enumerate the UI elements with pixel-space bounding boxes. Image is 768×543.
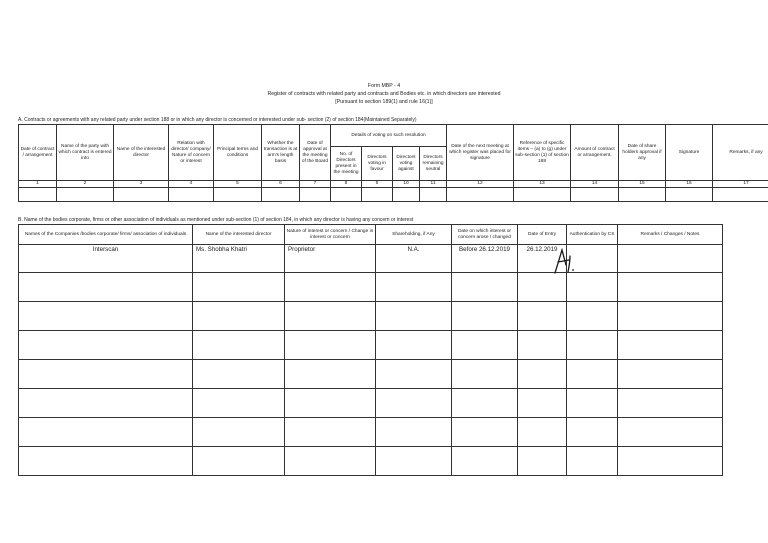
col-companies: Names of the Companies /bodies corporate/ firms/ association of individuals [19,225,193,245]
column-number: 5 [214,181,262,188]
company-cell: Interscan [19,245,193,273]
interests-register-table [18,224,723,476]
cs-signature-icon [551,247,577,275]
col-amount: Amount of contract or arrangement. [571,125,619,181]
col-relation: Relation with director/ company/ Nature of concern or interest [169,125,214,181]
table-row [19,389,723,418]
director-cell: Ms. Shobha Khatri [193,245,285,273]
column-number: 16 [666,181,713,188]
col-num-directors: No. of Directors present in the meeting [331,147,362,181]
column-number: 12 [447,181,514,188]
date-arose-cell: Before 26.12.2019 [452,245,518,273]
table-row [19,273,723,302]
col-shareholding: Shareholding, if Any [376,225,452,245]
column-number: 4 [169,181,214,188]
col-date-arose: Date on which interest or concern arose / changed [452,225,518,245]
column-number: 10 [393,181,420,188]
shareholding-cell: N.A. [376,245,452,273]
col-director-name: Name of the interested director [114,125,169,181]
column-number: 8 [331,181,362,188]
section-a-heading: A. Contracts or agreements with any related party under section 188 or in which any director is concerned or interested under sub- section (2) of section 184(Maintained Separately) [18,117,417,123]
remarks-cell [618,245,723,273]
col-arms-length: Whether the transaction is at arm's length basis [262,125,300,181]
register-title: Register of contracts with related party and contracts and Bodies etc. in which directors are interested [267,91,501,97]
col-interested-director: Name of the interested director [193,225,285,245]
column-number: 17 [713,181,768,188]
col-neutral: Directors remaining neutral [420,147,447,181]
col-signature: Signature [666,125,713,181]
form-title: Form MBP - 4 [367,83,401,89]
contracts-register-table [18,124,768,202]
section-b-heading: B. Name of the bodies corporate, firms or other association of individuals as mentioned under sub-section (1) of section 184, in which any director is having any concern or interest [18,217,414,223]
table-row [19,302,723,331]
table-row [19,418,723,447]
col-authentication: Authentication by CS [567,225,618,245]
col-remarks: Remarks, if any [713,125,768,181]
col-board-approval: Date of approval at the meeting of the Board [300,125,331,181]
column-number-row [19,181,768,188]
column-number: 13 [514,181,571,188]
column-number: 1 [19,181,57,188]
col-party-name: Name of the party with which contract is entered into [57,125,114,181]
col-reference: Reference of specific items – (a) to (g) under sub-section (1) of section 188 [514,125,571,181]
pursuant-note: [Pursuant to section 189(1) and rule 16(1)] [335,99,433,105]
col-shareholders-approval: Date of share holders approval if any [619,125,666,181]
col-date-contract: Date of contract / arrangement [19,125,57,181]
table-row [19,245,723,273]
column-number: 2 [57,181,114,188]
table-row [19,360,723,389]
column-number: 11 [420,181,447,188]
col-terms: Principal terms and conditions [214,125,262,181]
table-row [19,447,723,476]
date-entry-cell: 26.12.2019 [518,245,567,273]
column-number: 3 [114,181,169,188]
col-in-favour: Directors voting in favour [362,147,393,181]
table-row [19,331,723,360]
col-date-entry: Date of Entry [518,225,567,245]
col-against: Directors voting against [393,147,420,181]
col-remarks-notes: Remarks / Changes / Notes [618,225,723,245]
column-number: 14 [571,181,619,188]
col-next-meeting: Date of the next meeting at which register was placed for signature [447,125,514,181]
column-number: 15 [619,181,666,188]
column-number: 7 [300,181,331,188]
column-number: 6 [262,181,300,188]
col-nature: Nature of interest or concern / Change in interest or concern [285,225,376,245]
col-voting-details: Details of voting on such resolution [331,125,447,147]
column-number: 9 [362,181,393,188]
nature-cell: Proprietor [285,245,376,273]
table-row [19,188,768,202]
